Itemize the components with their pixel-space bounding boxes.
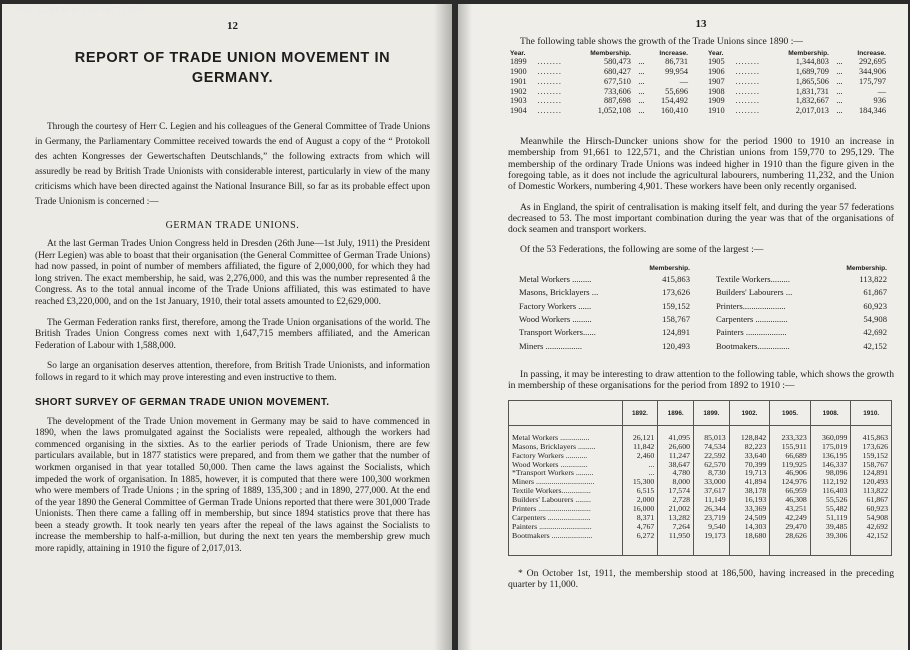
- federation-membership: 60,923: [863, 300, 887, 311]
- membership-value: 415,863: [851, 425, 892, 442]
- federation-membership: 159,152: [662, 300, 690, 311]
- year-cell: 1901: [510, 76, 527, 86]
- col-year: 1892.: [622, 400, 658, 425]
- leader-dots: ........: [537, 106, 562, 116]
- membership-value: 28,626: [770, 532, 811, 555]
- table-row: [715, 273, 888, 286]
- year-cell: 1910: [708, 106, 725, 116]
- membership-value: 155,911: [770, 443, 811, 452]
- membership-value: 7,264: [658, 523, 694, 532]
- leader-dots: ...: [836, 96, 843, 106]
- federation-membership: 113,822: [859, 273, 887, 284]
- watermark: © TUC Library Collections: [4, 5, 145, 15]
- paragraph-congress: At the last German Trades Union Congress held in Dresden (26th June—1st July, 1911) the President (Herr Legien) was able to boast that their organisation (the General Committee of German Trade Unions) had now passed, in point of number of members affiliated, the figure of 2,000,000, for which they had long striven. The exact membership, he said, was 2,276,000, and this was the number represented â the Congress. As to the total annual income of the Trade Unions affiliated, this was estimated to have reached £3,220,000, and on the 1st January, 1910, their total assets amounted to £2,629,000.: [35, 239, 430, 307]
- federation-membership: 120,493: [662, 340, 690, 351]
- membership-value: 26,121: [622, 425, 658, 442]
- col-membership: Membership.: [649, 264, 690, 272]
- table-row: [715, 313, 888, 326]
- membership-value: 42,249: [770, 514, 811, 523]
- paragraph-centralisation: As in England, the spirit of centralisation is making itself felt, and during the year 57 federations decreased to 53. The most important combination during the year was that of the organisations of dock seamen and transport workers.: [508, 201, 894, 236]
- membership-value: 70,399: [729, 461, 770, 470]
- organisation-name: Wood Workers ..............: [512, 459, 588, 469]
- year-cell: 1904: [510, 106, 527, 116]
- organisation-name: Carpenters ......................: [512, 512, 591, 522]
- membership-value: 2,728: [658, 496, 694, 505]
- table-row: [508, 96, 690, 106]
- section-heading-german-trade-unions: GERMAN TRADE UNIONS.: [165, 220, 300, 231]
- report-title: [35, 48, 430, 88]
- col-year: Year.: [708, 50, 724, 58]
- membership-value: 82,223: [729, 443, 770, 452]
- federation-membership: 42,152: [863, 340, 887, 351]
- report-title-line1: REPORT OF TRADE UNION MOVEMENT IN: [74, 50, 391, 66]
- federation-name: Bootmakers...............: [716, 340, 790, 351]
- increase-cell: 936: [873, 96, 886, 106]
- membership-value: 33,369: [729, 505, 770, 514]
- intro-paragraph: Through the courtesy of Herr C. Legien and his colleagues of the General Committee of Trade Unions in Germany, the Parliamentary Committee received towards the end of August a copy of the “ Protokoll des achten Kongresses der Gewertschaften Deutschlands,” the following extracts from which will assuredly be read by British Trade Unionists with considerable interest, particularly in view of the many criticisms which have been directed against the National Insurance Bill, so far as its probable effect upon Trade Unionism is concerned :—: [35, 122, 430, 207]
- col-organisation: [509, 400, 623, 425]
- federation-name: Builders' Labourers ...: [716, 287, 793, 298]
- footnote: * On October 1st, 1911, the membership stood at 186,500, having increased in the preceding quarter by 11,000.: [508, 567, 894, 590]
- leader-dots: ........: [537, 76, 562, 86]
- table-row: [518, 286, 691, 299]
- organisation-name: Bootmakers .....................: [512, 530, 593, 540]
- table-row: [715, 340, 888, 353]
- leader-dots: ...: [638, 96, 645, 106]
- membership-value: ...: [622, 461, 658, 470]
- leader-dots: ...: [836, 67, 843, 77]
- membership-value: 41,894: [729, 478, 770, 487]
- paragraph-hirsch-duncker: Meanwhile the Hirsch-Duncker unions show for the period 1900 to 1910 an increase in membership from 91,661 to 122,571, and the Christian unions from 159,770 to 295,129. The membership of the ordinary Trade Unions was indeed higher in 1910 than the figure given in the foregoing table, as it does not include the agricultural labourers, numbering 11,232, and the Union of Domestic Workers, numbering 4,901. These workers have been only recently organised.: [508, 136, 894, 193]
- membership-value: 55,482: [810, 505, 851, 514]
- membership-value: 11,247: [658, 452, 694, 461]
- membership-value: 51,119: [810, 514, 851, 523]
- increase-cell: 175,797: [859, 76, 886, 86]
- year-cell: 1908: [708, 86, 725, 96]
- federation-name: Factory Workers ......: [519, 300, 592, 311]
- table-row: [706, 67, 888, 77]
- increase-cell: —: [679, 76, 688, 86]
- membership-value: 33,000: [694, 478, 730, 487]
- membership-value: 2,000: [622, 496, 658, 505]
- leader-dots: ...: [836, 86, 843, 96]
- membership-value: 26,600: [658, 443, 694, 452]
- membership-value: 9,540: [694, 523, 730, 532]
- membership-value: 38,647: [658, 461, 694, 470]
- leader-dots: ........: [537, 57, 562, 67]
- increase-cell: 160,410: [661, 106, 688, 116]
- col-year: Year.: [510, 50, 526, 58]
- leader-dots: ...: [836, 76, 843, 86]
- table-row: [518, 340, 691, 353]
- membership-value: 33,640: [729, 452, 770, 461]
- federation-membership: 158,767: [662, 313, 690, 324]
- table-row: [715, 300, 888, 313]
- table-row: [518, 273, 691, 286]
- year-cell: 1902: [510, 86, 527, 96]
- membership-value: 98,096: [810, 469, 851, 478]
- col-year: 1908.: [810, 400, 851, 425]
- membership-value: 39,306: [810, 532, 851, 555]
- table-row: [508, 106, 690, 116]
- federation-membership: 173,626: [662, 287, 690, 298]
- membership-value: 37,617: [694, 487, 730, 496]
- membership-cell: 680,427: [603, 67, 631, 77]
- left-page: [2, 4, 452, 650]
- year-cell: 1909: [708, 96, 725, 106]
- table-row: [508, 77, 690, 87]
- membership-value: 22,592: [694, 452, 730, 461]
- leader-dots: ........: [735, 106, 760, 116]
- membership-cell: 1,831,731: [795, 86, 829, 96]
- federation-membership: 54,908: [863, 313, 887, 324]
- paragraph-growth-intro: In passing, it may be interesting to draw attention to the following table, which shows the growth in membership of these organisations for the period from 1892 to 1910 :—: [508, 369, 894, 392]
- membership-value: ...: [622, 469, 658, 478]
- col-membership: Membership.: [846, 264, 887, 272]
- table-row: [518, 313, 691, 326]
- membership-value: 159,152: [851, 452, 892, 461]
- organisation-name: Painters ...........................: [512, 521, 592, 531]
- membership-value: 23,719: [694, 514, 730, 523]
- table-row: [706, 96, 888, 106]
- membership-value: 41,095: [658, 425, 694, 442]
- federation-name: Textile Workers.........: [716, 273, 790, 284]
- federation-name: Masons, Bricklayers ...: [519, 287, 599, 298]
- membership-value: 136,195: [810, 452, 851, 461]
- membership-value: 85,013: [694, 425, 730, 442]
- membership-value: 173,626: [851, 443, 892, 452]
- membership-growth-table: [508, 400, 892, 556]
- paragraph-development: The development of the Trade Union movement in Germany may be said to have commenced in 1890, when the laws promulgated against the Socialists were repealed, although the workers had commenced organising in the sixties. As to the earlier periods of Trade Unionism, there are few particulars available, but in 1877 statistics were prepared, and from them we gather that the number of workmen organised in that year totalled 50,000. Then came the laws against the Socialists, which impeded the work of organisation. In 1885, however, it is computed that there were 100,300 workmen who were members of Trade Unions ; in the spring of 1889, 135,300 ; and in 1890, 277,000. At the end of the year 1890 the General Committee of German Trade Unions reported that there were 301,000 Trade Unionists. Then there came a falling off in membership, but since 1894 statistics prove that there has been a steady growth. It took nearly ten years after the repeal of the laws against the Socialists to increase the membership to half-a-million, but during the next ten years the membership grew much more rapidly, attaining in 1910 the figure of 2,017,013.: [35, 416, 430, 555]
- membership-cell: 887,698: [603, 96, 631, 106]
- table-row: [509, 532, 892, 555]
- membership-value: 4,780: [658, 469, 694, 478]
- membership-value: 62,570: [694, 461, 730, 470]
- organisation-name: Textile Workers...............: [512, 486, 591, 496]
- membership-value: 42,152: [851, 532, 892, 555]
- increase-cell: 184,346: [859, 106, 886, 116]
- membership-value: 39,485: [810, 523, 851, 532]
- membership-value: 119,925: [770, 461, 811, 470]
- increase-cell: 154,492: [661, 96, 688, 106]
- leader-dots: ........: [735, 67, 760, 77]
- federation-name: Miners .................: [519, 340, 583, 351]
- increase-cell: 292,695: [859, 57, 886, 67]
- membership-value: 116,403: [810, 487, 851, 496]
- membership-value: 124,976: [770, 478, 811, 487]
- growth-table: [508, 50, 888, 116]
- leader-dots: ...: [638, 67, 645, 77]
- membership-value: 14,303: [729, 523, 770, 532]
- federation-membership: 61,867: [863, 287, 887, 298]
- leader-dots: ...: [638, 106, 645, 116]
- membership-value: 2,460: [622, 452, 658, 461]
- table-row: [715, 326, 888, 339]
- membership-value: 360,099: [810, 425, 851, 442]
- membership-value: 66,689: [770, 452, 811, 461]
- col-year: 1905.: [770, 400, 811, 425]
- growth-table-intro: The following table shows the growth of the Trade Unions since 1890 :—: [520, 36, 803, 47]
- membership-cell: 733,606: [603, 86, 631, 96]
- membership-cell: 1,052,108: [597, 106, 631, 116]
- paragraph-attention: So large an organisation deserves attention, therefore, from British Trade Unionists, and information follows in regard to it which may prove interesting and even instructive to them.: [35, 361, 430, 383]
- membership-value: 128,842: [729, 425, 770, 442]
- gutter-shadow: [434, 4, 452, 650]
- year-cell: 1907: [708, 76, 725, 86]
- paragraph-federation-ranks: The German Federation ranks first, therefore, among the Trade Union organisations of the world. The British Trades Union Congress comes next with 1,647,715 members affiliated, and the American Federation of Labour with 1,588,000.: [35, 317, 430, 351]
- membership-value: 21,002: [658, 505, 694, 514]
- table-row: [518, 300, 691, 313]
- page-number-left: 12: [227, 20, 238, 32]
- membership-value: 55,526: [810, 496, 851, 505]
- membership-value: 16,193: [729, 496, 770, 505]
- membership-value: 74,534: [694, 443, 730, 452]
- membership-value: 233,323: [770, 425, 811, 442]
- membership-value: 6,515: [622, 487, 658, 496]
- membership-value: 17,574: [658, 487, 694, 496]
- increase-cell: —: [877, 86, 886, 96]
- table-row: [508, 57, 690, 67]
- membership-cell: 1,344,803: [795, 57, 829, 67]
- federation-membership: 124,891: [662, 327, 690, 338]
- membership-value: 113,822: [851, 487, 892, 496]
- col-year: 1902.: [729, 400, 770, 425]
- increase-cell: 99,954: [665, 67, 688, 77]
- federation-membership: 415,863: [662, 273, 690, 284]
- membership-value: 46,308: [770, 496, 811, 505]
- col-increase: Increase.: [659, 50, 688, 58]
- growth-table-left: [508, 50, 690, 116]
- leader-dots: ...: [638, 76, 645, 86]
- membership-cell: 1,865,506: [795, 76, 829, 86]
- table-row: [706, 106, 888, 116]
- federation-name: Transport Workers......: [519, 327, 596, 338]
- federation-name: Metal Workers .........: [519, 273, 592, 284]
- membership-value: 46,906: [770, 469, 811, 478]
- federation-name: Carpenters ...............: [716, 313, 788, 324]
- table-row: [706, 57, 888, 67]
- table-row: [706, 77, 888, 87]
- organisation-name: Builders' Labourers ........: [512, 495, 591, 505]
- report-title-line2: GERMANY.: [191, 70, 274, 86]
- membership-value: 8,371: [622, 514, 658, 523]
- leader-dots: ...: [836, 57, 843, 67]
- leader-dots: ........: [735, 57, 760, 67]
- membership-value: 26,344: [694, 505, 730, 514]
- section-heading-short-survey: SHORT SURVEY OF GERMAN TRADE UNION MOVEMENT.: [35, 396, 330, 408]
- membership-value: 43,251: [770, 505, 811, 514]
- year-cell: 1906: [708, 67, 725, 77]
- membership-cell: 1,689,709: [795, 67, 829, 77]
- membership-value: 38,178: [729, 487, 770, 496]
- membership-value: 175,019: [810, 443, 851, 452]
- membership-value: 18,680: [729, 532, 770, 555]
- increase-cell: 344,906: [859, 67, 886, 77]
- table-row: [508, 67, 690, 77]
- organisation-name: Masons, Bricklayers .........: [512, 441, 596, 451]
- federations-table-left: [518, 264, 691, 353]
- table-row: [715, 286, 888, 299]
- membership-value: 19,713: [729, 469, 770, 478]
- membership-value: 11,950: [658, 532, 694, 555]
- col-year: 1896.: [658, 400, 694, 425]
- membership-value: 61,867: [851, 496, 892, 505]
- col-membership: Membership.: [788, 50, 829, 58]
- leader-dots: ...: [836, 106, 843, 116]
- col-increase: Increase.: [857, 50, 886, 58]
- leader-dots: ........: [735, 76, 760, 86]
- growth-table-right: [706, 50, 888, 116]
- federation-name: Printers....................: [716, 300, 786, 311]
- leader-dots: ...: [638, 86, 645, 96]
- leader-dots: ........: [537, 86, 562, 96]
- year-cell: 1900: [510, 67, 527, 77]
- organisation-name: Printers ...........................: [512, 504, 591, 514]
- table-row: [508, 87, 690, 97]
- table-row: [509, 425, 892, 442]
- membership-value: 146,337: [810, 461, 851, 470]
- federations-table-right: [715, 264, 888, 353]
- federation-membership: 42,692: [863, 327, 887, 338]
- membership-value: 124,891: [851, 469, 892, 478]
- membership-value: 4,767: [622, 523, 658, 532]
- federations-table: [518, 264, 888, 353]
- membership-value: 24,509: [729, 514, 770, 523]
- paragraph-federations-intro: Of the 53 Federations, the following are some of the largest :—: [520, 244, 764, 256]
- membership-value: 15,300: [622, 478, 658, 487]
- membership-value: 158,767: [851, 461, 892, 470]
- table-row: [706, 87, 888, 97]
- membership-cell: 677,510: [603, 76, 631, 86]
- page-number-right: 13: [695, 18, 707, 30]
- increase-cell: 86,731: [665, 57, 688, 67]
- organisation-name: Factory Workers ...........: [512, 450, 588, 460]
- membership-value: 54,908: [851, 514, 892, 523]
- leader-dots: ........: [735, 96, 760, 106]
- membership-value: 11,149: [694, 496, 730, 505]
- increase-cell: 55,696: [665, 86, 688, 96]
- organisation-name: Metal Workers ...............: [512, 432, 590, 442]
- membership-value: 66,959: [770, 487, 811, 496]
- membership-value: 42,692: [851, 523, 892, 532]
- year-cell: 1903: [510, 96, 527, 106]
- leader-dots: ........: [735, 86, 760, 96]
- col-year: 1910.: [851, 400, 892, 425]
- right-page: [458, 4, 908, 650]
- federation-name: Wood Workers .........: [519, 313, 592, 324]
- membership-value: 13,282: [658, 514, 694, 523]
- col-membership: Membership.: [590, 50, 631, 58]
- membership-value: 8,000: [658, 478, 694, 487]
- membership-value: 19,173: [694, 532, 730, 555]
- year-cell: 1905: [708, 57, 725, 67]
- membership-value: 112,192: [810, 478, 851, 487]
- membership-value: 29,470: [770, 523, 811, 532]
- membership-value: 16,000: [622, 505, 658, 514]
- membership-value: 8,730: [694, 469, 730, 478]
- gutter-shadow: [458, 4, 472, 650]
- leader-dots: ........: [537, 96, 562, 106]
- organisation-name: *Transport Workers .........: [512, 468, 594, 478]
- membership-value: 60,923: [851, 505, 892, 514]
- leader-dots: ...: [638, 57, 645, 67]
- membership-value: 120,493: [851, 478, 892, 487]
- year-cell: 1899: [510, 57, 527, 67]
- col-year: 1899.: [694, 400, 730, 425]
- leader-dots: ........: [537, 67, 562, 77]
- membership-cell: 2,017,013: [795, 106, 829, 116]
- membership-value: 11,842: [622, 443, 658, 452]
- table-row: [518, 326, 691, 339]
- membership-value: 6,272: [622, 532, 658, 555]
- membership-cell: 580,473: [603, 57, 631, 67]
- organisation-name: Miners ..............................: [512, 477, 595, 487]
- federation-name: Painters ...................: [716, 327, 787, 338]
- membership-cell: 1,832,667: [795, 96, 829, 106]
